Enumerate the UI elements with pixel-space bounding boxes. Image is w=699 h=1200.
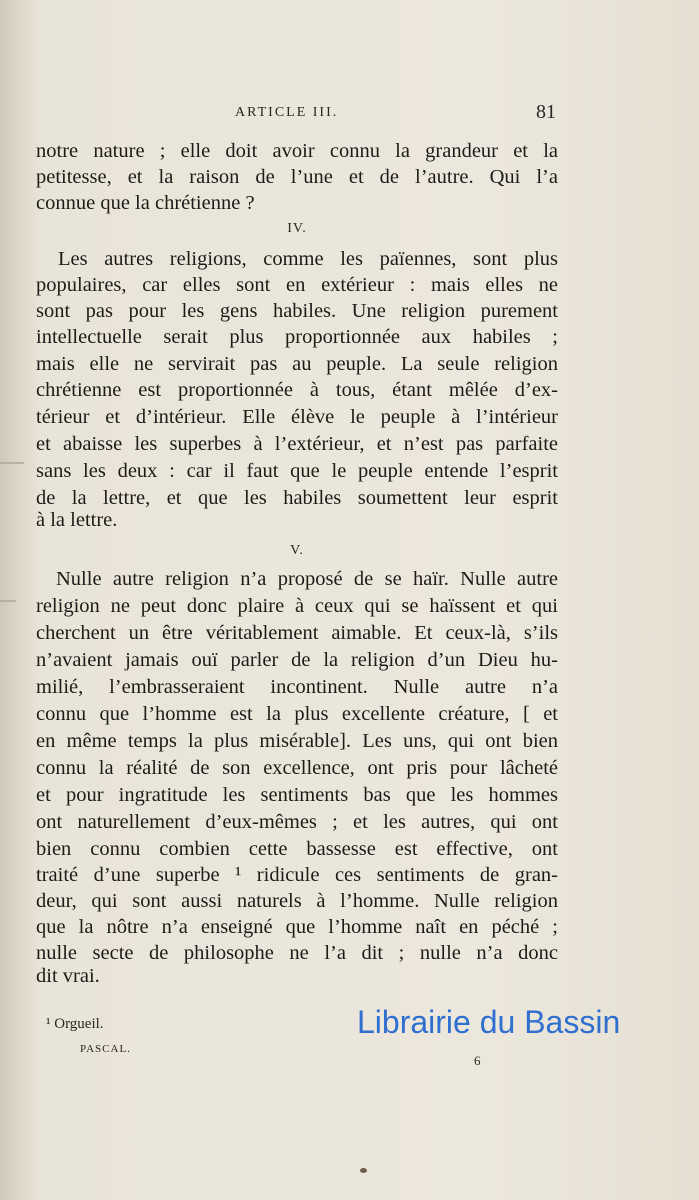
section-heading-v: V.	[290, 543, 304, 558]
text-line: notre nature ; elle doit avoir connu la grandeur et la	[36, 140, 558, 162]
text-line: Nulle autre religion n’a proposé de se haïr. Nulle autre	[56, 568, 558, 590]
text-line: n’avaient jamais ouï parler de la religion d’un Dieu hu-	[36, 649, 558, 671]
text-line: chrétienne est proportionnée à tous, étant mêlée d’ex-	[36, 379, 558, 401]
text-line: à la lettre.	[36, 509, 118, 531]
watermark: Librairie du Bassin	[357, 1004, 621, 1040]
text-line: connu que l’homme est la plus excellente créature, [ et	[36, 703, 558, 725]
signature-mark: PASCAL.	[80, 1043, 131, 1055]
page-header	[38, 103, 558, 127]
text-line: sont pas pour les gens habiles. Une religion purement	[36, 300, 558, 322]
text-line: nulle secte de philosophe ne l’a dit ; nulle n’a donc	[36, 942, 558, 964]
page-edge-mark	[0, 600, 16, 602]
text-line: connu la réalité de son excellence, ont pris pour lâcheté	[36, 757, 558, 779]
page-edge-mark	[0, 462, 24, 464]
running-head: ARTICLE III.	[235, 105, 339, 120]
text-line: cherchent un être véritablement aimable. Et ceux-là, s’ils	[36, 622, 558, 644]
text-line: intellectuelle serait plus proportionnée aux habiles ;	[36, 326, 558, 348]
text-line: connue que la chrétienne ?	[36, 192, 255, 214]
text-line: en même temps la plus misérable]. Les uns, qui ont bien	[36, 730, 558, 752]
text-line: de la lettre, et que les habiles soumettent leur esprit	[36, 487, 558, 509]
text-line: et abaisse les superbes à l’extérieur, et n’est pas parfaite	[36, 433, 558, 455]
signature-number: 6	[474, 1053, 481, 1068]
text-line: térieur et d’intérieur. Elle élève le peuple à l’intérieur	[36, 406, 558, 428]
text-line: milié, l’embrasseraient incontinent. Nulle autre n’a	[36, 676, 558, 698]
text-line: Les autres religions, comme les païennes, sont plus	[58, 248, 558, 270]
text-line: ont naturellement d’eux-mêmes ; et les autres, qui ont	[36, 811, 558, 833]
text-line: traité d’une superbe ¹ ridicule ces sentiments de gran-	[36, 864, 558, 886]
text-line: petitesse, et la raison de l’une et de l’autre. Qui l’a	[36, 166, 558, 188]
text-line: bien connu combien cette bassesse est effective, ont	[36, 838, 558, 860]
text-line: populaires, car elles sont en extérieur : mais elles ne	[36, 274, 558, 296]
text-line: mais elle ne servirait pas au peuple. La seule religion	[36, 353, 558, 375]
text-line: et pour ingratitude les sentiments bas que les hommes	[36, 784, 558, 806]
footnote: ¹ Orgueil.	[46, 1016, 104, 1032]
page-number: 81	[536, 101, 556, 123]
text-line: dit vrai.	[36, 965, 100, 987]
text-line: que la nôtre n’a enseigné que l’homme naît en péché ;	[36, 916, 558, 938]
text-line: deur, qui sont aussi naturels à l’homme. Nulle religion	[36, 890, 558, 912]
text-line: religion ne peut donc plaire à ceux qui se haïssent et qui	[36, 595, 558, 617]
section-heading-iv: IV.	[287, 221, 307, 236]
text-line: sans les deux : car il faut que le peuple entende l’esprit	[36, 460, 558, 482]
paper-spot	[360, 1168, 367, 1173]
